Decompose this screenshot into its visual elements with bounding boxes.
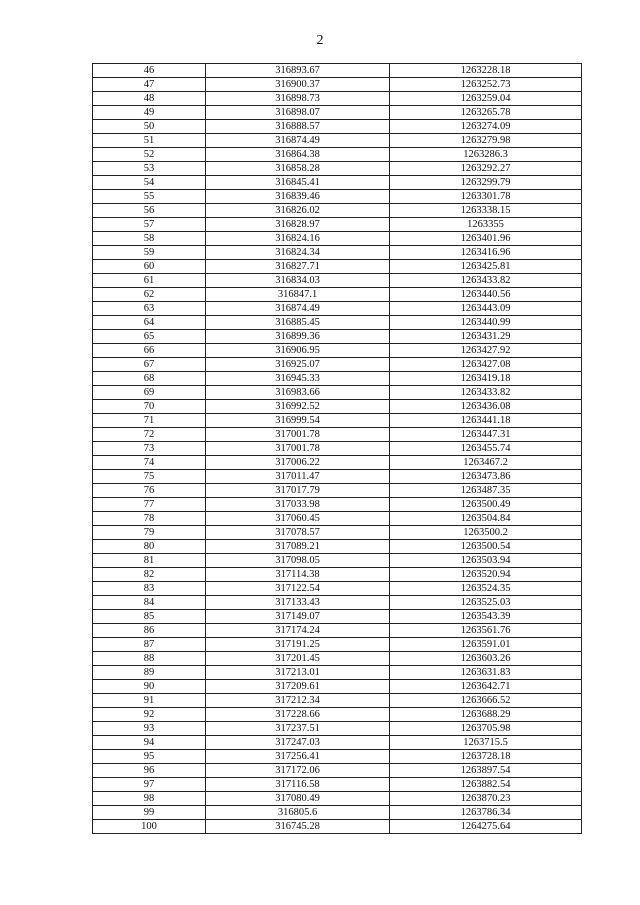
point-number-cell: 95 <box>93 750 206 764</box>
point-number-cell: 89 <box>93 666 206 680</box>
x-coordinate-cell: 316900.37 <box>206 78 390 92</box>
x-coordinate-cell: 317078.57 <box>206 526 390 540</box>
table-row <box>93 204 582 218</box>
table-row <box>93 414 582 428</box>
y-coordinate-cell: 1263259.04 <box>390 92 582 106</box>
x-coordinate-cell: 317209.61 <box>206 680 390 694</box>
x-coordinate-cell: 316999.54 <box>206 414 390 428</box>
x-coordinate-cell: 316839.46 <box>206 190 390 204</box>
table-row <box>93 526 582 540</box>
table-row <box>93 92 582 106</box>
table-row <box>93 428 582 442</box>
y-coordinate-cell: 1263228.18 <box>390 64 582 78</box>
table-row <box>93 806 582 820</box>
table-row <box>93 176 582 190</box>
y-coordinate-cell: 1263441.18 <box>390 414 582 428</box>
table-row <box>93 764 582 778</box>
y-coordinate-cell: 1263591.01 <box>390 638 582 652</box>
table-row <box>93 400 582 414</box>
y-coordinate-cell: 1263299.79 <box>390 176 582 190</box>
x-coordinate-cell: 317116.58 <box>206 778 390 792</box>
table-row <box>93 442 582 456</box>
point-number-cell: 67 <box>93 358 206 372</box>
y-coordinate-cell: 1263603.26 <box>390 652 582 666</box>
y-coordinate-cell: 1263427.92 <box>390 344 582 358</box>
point-number-cell: 82 <box>93 568 206 582</box>
y-coordinate-cell: 1263561.76 <box>390 624 582 638</box>
y-coordinate-cell: 1263355 <box>390 218 582 232</box>
y-coordinate-cell: 1263631.83 <box>390 666 582 680</box>
x-coordinate-cell: 317006.22 <box>206 456 390 470</box>
x-coordinate-cell: 316824.34 <box>206 246 390 260</box>
x-coordinate-cell: 316847.1 <box>206 288 390 302</box>
point-number-cell: 92 <box>93 708 206 722</box>
table-row <box>93 694 582 708</box>
x-coordinate-cell: 317114.38 <box>206 568 390 582</box>
table-row <box>93 78 582 92</box>
y-coordinate-cell: 1263286.3 <box>390 148 582 162</box>
table-row <box>93 624 582 638</box>
x-coordinate-cell: 316824.16 <box>206 232 390 246</box>
point-number-cell: 51 <box>93 134 206 148</box>
y-coordinate-cell: 1263870.23 <box>390 792 582 806</box>
y-coordinate-cell: 1263265.78 <box>390 106 582 120</box>
y-coordinate-cell: 1263473.86 <box>390 470 582 484</box>
y-coordinate-cell: 1263666.52 <box>390 694 582 708</box>
table-row <box>93 302 582 316</box>
point-number-cell: 47 <box>93 78 206 92</box>
x-coordinate-cell: 316898.07 <box>206 106 390 120</box>
x-coordinate-cell: 316858.28 <box>206 162 390 176</box>
y-coordinate-cell: 1263786.34 <box>390 806 582 820</box>
point-number-cell: 98 <box>93 792 206 806</box>
point-number-cell: 90 <box>93 680 206 694</box>
y-coordinate-cell: 1263252.73 <box>390 78 582 92</box>
x-coordinate-cell: 317213.01 <box>206 666 390 680</box>
point-number-cell: 76 <box>93 484 206 498</box>
x-coordinate-cell: 317098.05 <box>206 554 390 568</box>
y-coordinate-cell: 1263500.2 <box>390 526 582 540</box>
table-row <box>93 288 582 302</box>
y-coordinate-cell: 1263427.08 <box>390 358 582 372</box>
x-coordinate-cell: 316826.02 <box>206 204 390 218</box>
point-number-cell: 53 <box>93 162 206 176</box>
y-coordinate-cell: 1263455.74 <box>390 442 582 456</box>
point-number-cell: 56 <box>93 204 206 218</box>
table-row <box>93 386 582 400</box>
table-row <box>93 246 582 260</box>
x-coordinate-cell: 316874.49 <box>206 302 390 316</box>
table-row <box>93 722 582 736</box>
x-coordinate-cell: 317174.24 <box>206 624 390 638</box>
y-coordinate-cell: 1263447.31 <box>390 428 582 442</box>
y-coordinate-cell: 1263520.94 <box>390 568 582 582</box>
x-coordinate-cell: 316898.73 <box>206 92 390 106</box>
y-coordinate-cell: 1263715.5 <box>390 736 582 750</box>
x-coordinate-cell: 317149.07 <box>206 610 390 624</box>
point-number-cell: 99 <box>93 806 206 820</box>
x-coordinate-cell: 317017.79 <box>206 484 390 498</box>
point-number-cell: 49 <box>93 106 206 120</box>
x-coordinate-cell: 316864.38 <box>206 148 390 162</box>
table-row <box>93 666 582 680</box>
table-row <box>93 484 582 498</box>
table-row <box>93 750 582 764</box>
table-row <box>93 64 582 78</box>
x-coordinate-cell: 316945.33 <box>206 372 390 386</box>
coordinates-table-body <box>93 64 582 834</box>
y-coordinate-cell: 1263292.27 <box>390 162 582 176</box>
point-number-cell: 61 <box>93 274 206 288</box>
x-coordinate-cell: 317133.43 <box>206 596 390 610</box>
y-coordinate-cell: 1263543.39 <box>390 610 582 624</box>
x-coordinate-cell: 316899.36 <box>206 330 390 344</box>
table-row <box>93 638 582 652</box>
point-number-cell: 59 <box>93 246 206 260</box>
point-number-cell: 55 <box>93 190 206 204</box>
table-row <box>93 792 582 806</box>
x-coordinate-cell: 317256.41 <box>206 750 390 764</box>
x-coordinate-cell: 317247.03 <box>206 736 390 750</box>
y-coordinate-cell: 1263487.35 <box>390 484 582 498</box>
table-row <box>93 736 582 750</box>
table-row <box>93 358 582 372</box>
point-number-cell: 80 <box>93 540 206 554</box>
x-coordinate-cell: 316745.28 <box>206 820 390 834</box>
table-row <box>93 680 582 694</box>
point-number-cell: 64 <box>93 316 206 330</box>
y-coordinate-cell: 1263440.56 <box>390 288 582 302</box>
x-coordinate-cell: 316992.52 <box>206 400 390 414</box>
table-row <box>93 498 582 512</box>
x-coordinate-cell: 316845.41 <box>206 176 390 190</box>
point-number-cell: 91 <box>93 694 206 708</box>
point-number-cell: 84 <box>93 596 206 610</box>
y-coordinate-cell: 1263301.78 <box>390 190 582 204</box>
x-coordinate-cell: 317172.06 <box>206 764 390 778</box>
point-number-cell: 63 <box>93 302 206 316</box>
table-row <box>93 708 582 722</box>
table-row <box>93 260 582 274</box>
table-row <box>93 456 582 470</box>
y-coordinate-cell: 1263642.71 <box>390 680 582 694</box>
table-row <box>93 134 582 148</box>
point-number-cell: 88 <box>93 652 206 666</box>
y-coordinate-cell: 1263440.99 <box>390 316 582 330</box>
y-coordinate-cell: 1263525.03 <box>390 596 582 610</box>
table-row <box>93 316 582 330</box>
y-coordinate-cell: 1263688.29 <box>390 708 582 722</box>
y-coordinate-cell: 1263503.94 <box>390 554 582 568</box>
point-number-cell: 52 <box>93 148 206 162</box>
table-row <box>93 582 582 596</box>
point-number-cell: 78 <box>93 512 206 526</box>
y-coordinate-cell: 1263433.82 <box>390 386 582 400</box>
table-row <box>93 120 582 134</box>
table-row <box>93 820 582 834</box>
table-row <box>93 148 582 162</box>
x-coordinate-cell: 317033.98 <box>206 498 390 512</box>
point-number-cell: 73 <box>93 442 206 456</box>
y-coordinate-cell: 1263705.98 <box>390 722 582 736</box>
point-number-cell: 65 <box>93 330 206 344</box>
x-coordinate-cell: 317089.21 <box>206 540 390 554</box>
table-row <box>93 190 582 204</box>
table-row <box>93 372 582 386</box>
table-row <box>93 330 582 344</box>
point-number-cell: 57 <box>93 218 206 232</box>
table-row <box>93 778 582 792</box>
y-coordinate-cell: 1263274.09 <box>390 120 582 134</box>
point-number-cell: 87 <box>93 638 206 652</box>
y-coordinate-cell: 1263419.18 <box>390 372 582 386</box>
table-row <box>93 470 582 484</box>
table-row <box>93 596 582 610</box>
y-coordinate-cell: 1263500.54 <box>390 540 582 554</box>
table-row <box>93 610 582 624</box>
y-coordinate-cell: 1263728.18 <box>390 750 582 764</box>
y-coordinate-cell: 1263467.2 <box>390 456 582 470</box>
point-number-cell: 60 <box>93 260 206 274</box>
point-number-cell: 74 <box>93 456 206 470</box>
table-row <box>93 162 582 176</box>
x-coordinate-cell: 317228.66 <box>206 708 390 722</box>
x-coordinate-cell: 316827.71 <box>206 260 390 274</box>
point-number-cell: 79 <box>93 526 206 540</box>
y-coordinate-cell: 1263897.54 <box>390 764 582 778</box>
y-coordinate-cell: 1263279.98 <box>390 134 582 148</box>
x-coordinate-cell: 316874.49 <box>206 134 390 148</box>
x-coordinate-cell: 316906.95 <box>206 344 390 358</box>
page-number: 2 <box>316 33 324 48</box>
table-row <box>93 652 582 666</box>
table-row <box>93 554 582 568</box>
point-number-cell: 70 <box>93 400 206 414</box>
x-coordinate-cell: 316834.03 <box>206 274 390 288</box>
point-number-cell: 85 <box>93 610 206 624</box>
x-coordinate-cell: 316828.97 <box>206 218 390 232</box>
x-coordinate-cell: 317060.45 <box>206 512 390 526</box>
x-coordinate-cell: 317122.54 <box>206 582 390 596</box>
point-number-cell: 54 <box>93 176 206 190</box>
coordinates-table <box>92 63 582 834</box>
y-coordinate-cell: 1263436.08 <box>390 400 582 414</box>
table-row <box>93 232 582 246</box>
x-coordinate-cell: 317191.25 <box>206 638 390 652</box>
y-coordinate-cell: 1263504.84 <box>390 512 582 526</box>
point-number-cell: 68 <box>93 372 206 386</box>
y-coordinate-cell: 1263401.96 <box>390 232 582 246</box>
point-number-cell: 71 <box>93 414 206 428</box>
x-coordinate-cell: 316805.6 <box>206 806 390 820</box>
y-coordinate-cell: 1263416.96 <box>390 246 582 260</box>
y-coordinate-cell: 1263425.81 <box>390 260 582 274</box>
table-row <box>93 512 582 526</box>
point-number-cell: 48 <box>93 92 206 106</box>
x-coordinate-cell: 317080.49 <box>206 792 390 806</box>
point-number-cell: 81 <box>93 554 206 568</box>
point-number-cell: 96 <box>93 764 206 778</box>
table-row <box>93 218 582 232</box>
point-number-cell: 97 <box>93 778 206 792</box>
y-coordinate-cell: 1263433.82 <box>390 274 582 288</box>
table-row <box>93 540 582 554</box>
y-coordinate-cell: 1263338.15 <box>390 204 582 218</box>
table-row <box>93 106 582 120</box>
x-coordinate-cell: 316983.66 <box>206 386 390 400</box>
y-coordinate-cell: 1263443.09 <box>390 302 582 316</box>
point-number-cell: 93 <box>93 722 206 736</box>
point-number-cell: 50 <box>93 120 206 134</box>
y-coordinate-cell: 1263882.54 <box>390 778 582 792</box>
point-number-cell: 77 <box>93 498 206 512</box>
point-number-cell: 69 <box>93 386 206 400</box>
point-number-cell: 100 <box>93 820 206 834</box>
x-coordinate-cell: 317201.45 <box>206 652 390 666</box>
table-row <box>93 274 582 288</box>
point-number-cell: 72 <box>93 428 206 442</box>
x-coordinate-cell: 317237.51 <box>206 722 390 736</box>
y-coordinate-cell: 1263500.49 <box>390 498 582 512</box>
x-coordinate-cell: 316885.45 <box>206 316 390 330</box>
table-row <box>93 568 582 582</box>
x-coordinate-cell: 316893.67 <box>206 64 390 78</box>
x-coordinate-cell: 316925.07 <box>206 358 390 372</box>
point-number-cell: 46 <box>93 64 206 78</box>
point-number-cell: 66 <box>93 344 206 358</box>
y-coordinate-cell: 1263431.29 <box>390 330 582 344</box>
x-coordinate-cell: 317001.78 <box>206 442 390 456</box>
x-coordinate-cell: 317011.47 <box>206 470 390 484</box>
point-number-cell: 86 <box>93 624 206 638</box>
point-number-cell: 75 <box>93 470 206 484</box>
x-coordinate-cell: 317212.34 <box>206 694 390 708</box>
point-number-cell: 62 <box>93 288 206 302</box>
y-coordinate-cell: 1264275.64 <box>390 820 582 834</box>
x-coordinate-cell: 316888.57 <box>206 120 390 134</box>
point-number-cell: 94 <box>93 736 206 750</box>
y-coordinate-cell: 1263524.35 <box>390 582 582 596</box>
point-number-cell: 83 <box>93 582 206 596</box>
table-row <box>93 344 582 358</box>
point-number-cell: 58 <box>93 232 206 246</box>
x-coordinate-cell: 317001.78 <box>206 428 390 442</box>
